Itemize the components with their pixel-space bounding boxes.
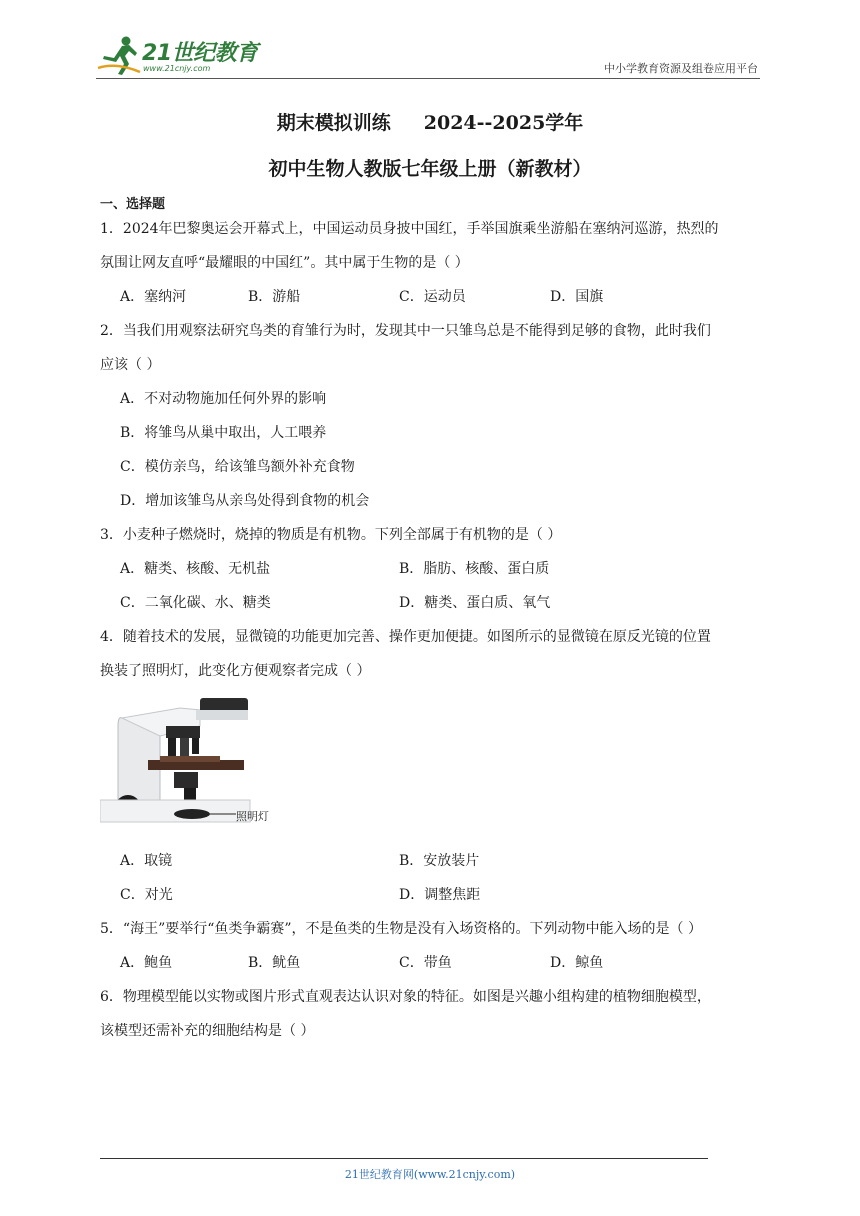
logo-text: 21世纪教育 (142, 41, 258, 66)
question-1-line-2: 氛围让网友直呼“最耀眼的中国红”。其中属于生物的是（ ） (100, 255, 469, 271)
question-3-line-1: 3．小麦种子燃烧时，烧掉的物质是有机物。下列全部属于有机物的是（ ） (100, 527, 562, 543)
question-2-line-2: 应该（ ） (100, 357, 161, 373)
question-2-option-c: C．模仿亲鸟，给该雏鸟额外补充食物 (120, 459, 355, 475)
section-heading: 一、选择题 (100, 197, 166, 212)
question-5-option-d: D．鲸鱼 (550, 955, 604, 971)
page-subtitle: 初中生物人教版七年级上册（新教材） (268, 158, 592, 180)
question-2-option-d: D．增加该雏鸟从亲鸟处得到食物的机会 (120, 493, 370, 509)
site-logo[interactable] (96, 34, 266, 78)
logo-url: www.21cnjy.com (143, 64, 211, 73)
question-2-option-a: A．不对动物施加任何外界的影响 (120, 391, 327, 407)
question-3-option-c: C．二氧化碳、水、糖类 (120, 595, 271, 611)
page-header (96, 30, 760, 80)
footer-link[interactable]: 21世纪教育网(www.21cnjy.com) (344, 1168, 516, 1181)
question-4-line-2: 换装了照明灯，此变化方便观察者完成（ ） (100, 663, 371, 679)
header-divider (96, 78, 760, 79)
question-5-option-c: C．带鱼 (399, 955, 452, 971)
runner-logo-icon (96, 34, 142, 78)
question-3-option-d: D．糖类、蛋白质、氧气 (399, 595, 551, 611)
question-6-line-2: 该模型还需补充的细胞结构是（ ） (100, 1023, 315, 1039)
question-2-line-1: 2．当我们用观察法研究鸟类的育雏行为时，发现其中一只雏鸟总是不能得到足够的食物，此时我们 (100, 323, 711, 339)
question-4-line-1: 4．随着技术的发展，显微镜的功能更加完善、操作更加便捷。如图所示的显微镜在原反光镜的位置 (100, 629, 711, 645)
footer-divider (100, 1158, 708, 1159)
page-title: 期末模拟训练 2024--2025学年 (276, 112, 584, 134)
question-1-option-c: C．运动员 (399, 289, 466, 305)
figure-label-lamp: 照明灯 (236, 810, 269, 823)
question-5-line-1: 5．“海王”要举行“鱼类争霸赛”，不是鱼类的生物是没有入场资格的。下列动物中能入场的是（ ） (100, 921, 702, 937)
question-1-line-1: 1．2024年巴黎奥运会开幕式上，中国运动员身披中国红，手举国旗乘坐游船在塞纳河巡游，热烈的 (100, 221, 719, 237)
question-4-option-b: B．安放装片 (399, 853, 480, 869)
question-4-option-d: D．调整焦距 (399, 887, 481, 903)
question-1-option-d: D．国旗 (550, 289, 604, 305)
question-3-option-a: A．糖类、核酸、无机盐 (120, 561, 271, 577)
question-4-option-a: A．取镜 (120, 853, 173, 869)
question-1-option-a: A．塞纳河 (120, 289, 187, 305)
question-4-option-c: C．对光 (120, 887, 173, 903)
question-2-option-b: B．将雏鸟从巢中取出，人工喂养 (120, 425, 327, 441)
question-3-option-b: B．脂肪、核酸、蛋白质 (399, 561, 550, 577)
question-6-line-1: 6．物理模型能以实物或图片形式直观表达认识对象的特征。如图是兴趣小组构建的植物细胞模型， (100, 989, 711, 1005)
platform-name: 中小学教育资源及组卷应用平台 (604, 62, 758, 75)
question-5-option-b: B．鱿鱼 (248, 955, 301, 971)
question-5-option-a: A．鲍鱼 (120, 955, 173, 971)
question-1-option-b: B．游船 (248, 289, 301, 305)
